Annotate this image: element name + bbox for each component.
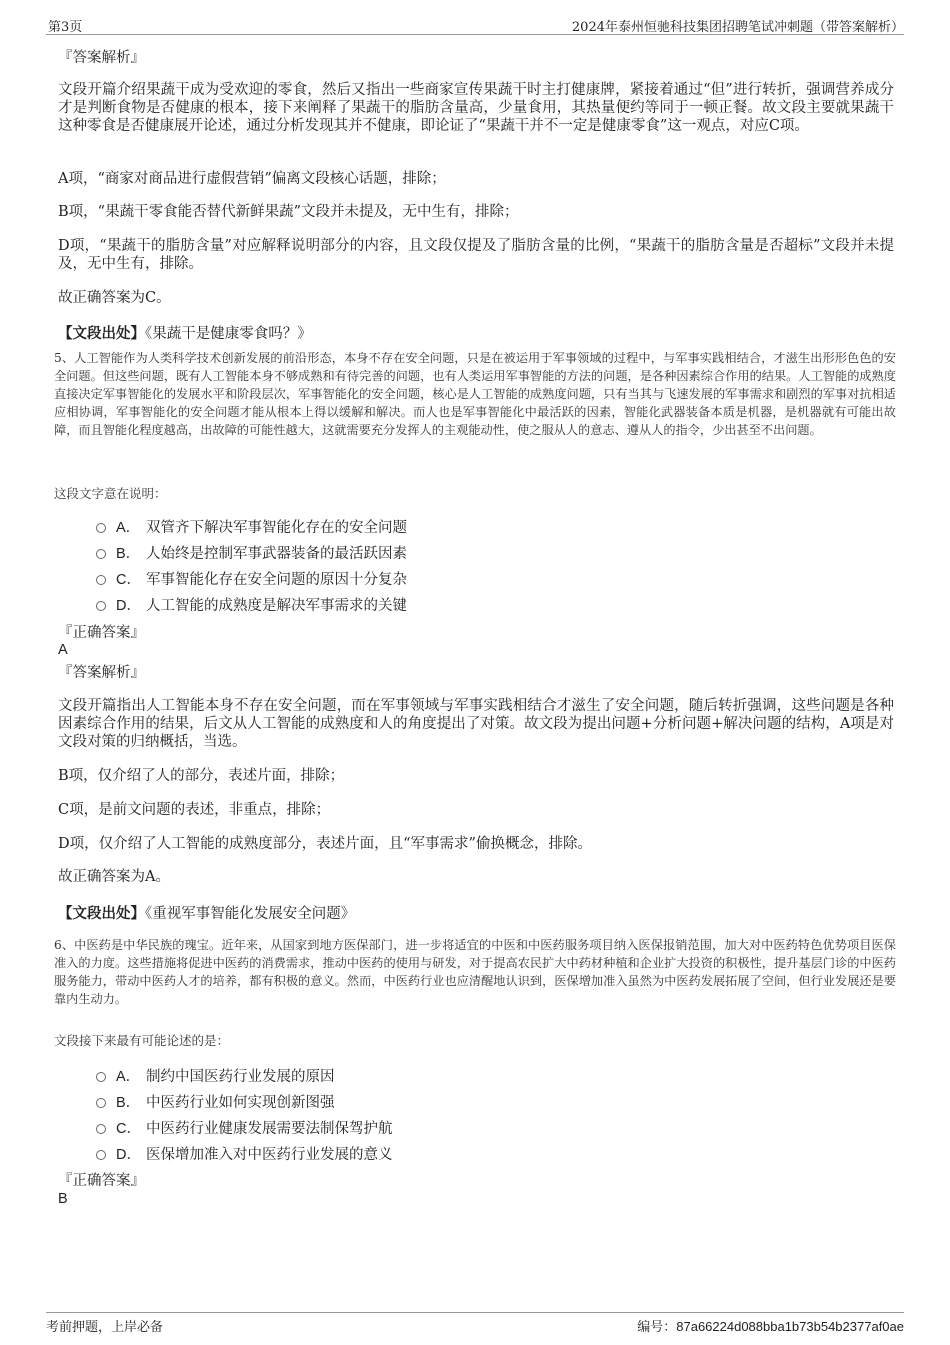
analysis-option-a: A项，“商家对商品进行虚假营销”偏离文段核心话题，排除； — [58, 171, 446, 187]
analysis-label: 『答案解析』 — [58, 50, 145, 66]
analysis-paragraph: 文段开篇指出人工智能本身不存在安全问题，而在军事领域与军事实践相结合才滋生了安全问题，随后转折强调，这些问题是各种因素综合作用的结果，后文从人工智能的成熟度和人的角度提出了对策。故文段为提出问题+分析问题+解决问题的结构，A项是对文段对策的归纳概括，当选。 — [58, 698, 894, 750]
analysis-option-d: D项，“果蔬干的脂肪含量”对应解释说明部分的内容，且文段仅提及了脂肪含量的比例，“果蔬干的脂肪含量是否超标”文段并未提及，无中生有，排除。 — [58, 238, 894, 272]
analysis-option-d: D项，仅介绍了人工智能的成熟度部分，表述片面，且“军事需求”偷换概念，排除。 — [58, 836, 592, 852]
source-label: 【文段出处】 — [58, 905, 145, 922]
radio-icon[interactable] — [96, 1072, 106, 1082]
source-title: 《重视军事智能化发展安全问题》 — [145, 906, 356, 922]
footer-slogan: 考前押题，上岸必备 — [46, 1320, 164, 1335]
document-title: 2024年泰州恒驰科技集团招聘笔试冲刺题（带答案解析） — [571, 20, 904, 35]
radio-icon[interactable] — [96, 549, 106, 559]
question-prompt: 文段接下来最有可能论述的是： — [54, 1033, 230, 1048]
option-text: 中医药行业如何实现创新图强 — [146, 1094, 335, 1111]
source-line — [58, 322, 312, 343]
option-a[interactable]: A． 制约中国医药行业发展的原因 — [96, 1065, 335, 1085]
correct-answer: A — [58, 642, 68, 658]
source-label: 【文段出处】 — [58, 325, 145, 342]
option-text: 人工智能的成熟度是解决军事需求的关键 — [146, 597, 407, 614]
option-d[interactable]: D． 人工智能的成熟度是解决军事需求的关键 — [96, 594, 407, 614]
analysis-option-b: B项，仅介绍了人的部分，表述片面，排除； — [58, 768, 345, 784]
page-header — [46, 14, 904, 35]
code-value: 87a66224d088bba1b73b54b2377af0ae — [676, 1319, 904, 1334]
option-text: 中医药行业健康发展需要法制保驾护航 — [146, 1120, 393, 1137]
option-text: 军事智能化存在安全问题的原因十分复杂 — [146, 571, 407, 588]
radio-icon[interactable] — [96, 523, 106, 533]
radio-icon[interactable] — [96, 601, 106, 611]
analysis-conclusion: 故正确答案为A。 — [58, 869, 170, 885]
analysis-option-b: B项，“果蔬干零食能否替代新鲜果蔬”文段并未提及，无中生有，排除； — [58, 204, 519, 220]
page-number: 第3页 — [48, 20, 83, 35]
analysis-conclusion: 故正确答案为C。 — [58, 290, 171, 306]
code-label: 编号： — [637, 1319, 677, 1334]
radio-icon[interactable] — [96, 1098, 106, 1108]
correct-answer: B — [58, 1191, 68, 1207]
radio-icon[interactable] — [96, 1150, 106, 1160]
source-line — [58, 902, 355, 923]
option-b[interactable]: B． 中医药行业如何实现创新图强 — [96, 1091, 335, 1111]
option-text: 双管齐下解决军事智能化存在的安全问题 — [146, 519, 407, 536]
document-code — [637, 1316, 904, 1335]
question-text: 5、人工智能作为人类科学技术创新发展的前沿形态，本身不存在安全问题，只是在被运用于军事领域的过程中，与军事实践相结合，才滋生出形形色色的安全问题。但这些问题，既有人工智能本身不够成熟和有待完善的问题，也有人类运用军事智能的方法的问题，是各种因素综合作用的结果。人工智能的成熟度直接决定军事智能化的发展水平和阶段层次，军事智能化的安全问题，核心是人工智能的成熟度问题，只有当其与飞速发展的军事需求和剧烈的军事对抗相适应相协调，军事智能化的安全问题才能从根本上得以缓解和解决。而人也是军事智能化中最活跃的因素，智能化武器装备本质是机器，是机器就有可能出故障，而且智能化程度越高，出故障的可能性越大，这就需要充分发挥人的主观能动性，使之服从人的意志、遵从人的指令，少出甚至不出问题。 — [54, 351, 896, 437]
analysis-option-c: C项，是前文问题的表述，非重点，排除； — [58, 802, 331, 818]
radio-icon[interactable] — [96, 575, 106, 585]
source-title: 《果蔬干是健康零食吗？》 — [145, 326, 312, 342]
radio-icon[interactable] — [96, 1124, 106, 1134]
option-c[interactable]: C． 中医药行业健康发展需要法制保驾护航 — [96, 1117, 393, 1137]
option-text: 人始终是控制军事武器装备的最活跃因素 — [146, 545, 407, 562]
page-footer — [46, 1312, 904, 1339]
option-text: 制约中国医药行业发展的原因 — [146, 1068, 335, 1085]
option-a[interactable]: A． 双管齐下解决军事智能化存在的安全问题 — [96, 516, 407, 536]
answer-label: 『正确答案』 — [58, 625, 145, 641]
analysis-label: 『答案解析』 — [58, 665, 145, 681]
option-d[interactable]: D． 医保增加准入对中医药行业发展的意义 — [96, 1143, 393, 1163]
option-b[interactable]: B． 人始终是控制军事武器装备的最活跃因素 — [96, 542, 407, 562]
question-prompt: 这段文字意在说明： — [54, 486, 167, 501]
answer-label: 『正确答案』 — [58, 1173, 145, 1189]
option-text: 医保增加准入对中医药行业发展的意义 — [146, 1146, 393, 1163]
option-c[interactable]: C． 军事智能化存在安全问题的原因十分复杂 — [96, 568, 407, 588]
analysis-paragraph: 文段开篇介绍果蔬干成为受欢迎的零食，然后又指出一些商家宣传果蔬干时主打健康牌，紧接着通过“但”进行转折，强调营养成分才是判断食物是否健康的根本，接下来阐释了果蔬干的脂肪含量高，少量食用，其热量便约等同于一顿正餐。故文段主要就果蔬干这种零食是否健康展开论述，通过分析发现其并不健康，即论证了“果蔬干并不一定是健康零食”这一观点，对应C项。 — [58, 82, 894, 134]
question-text: 6、中医药是中华民族的瑰宝。近年来，从国家到地方医保部门，进一步将适宜的中医和中医药服务项目纳入医保报销范围，加大对中医药特色优势项目医保准入的力度。这些措施将促进中医药的消费需求，推动中医药的使用与研发，对于提高农民扩大中药材种植和企业扩大投资的积极性，提升基层门诊的中医药服务能力，带动中医药人才的培养，都有积极的意义。然而，中医药行业也应清醒地认识到，医保增加准入虽然为中医药发展拓展了空间，但行业发展还是要靠内生动力。 — [54, 938, 896, 1006]
